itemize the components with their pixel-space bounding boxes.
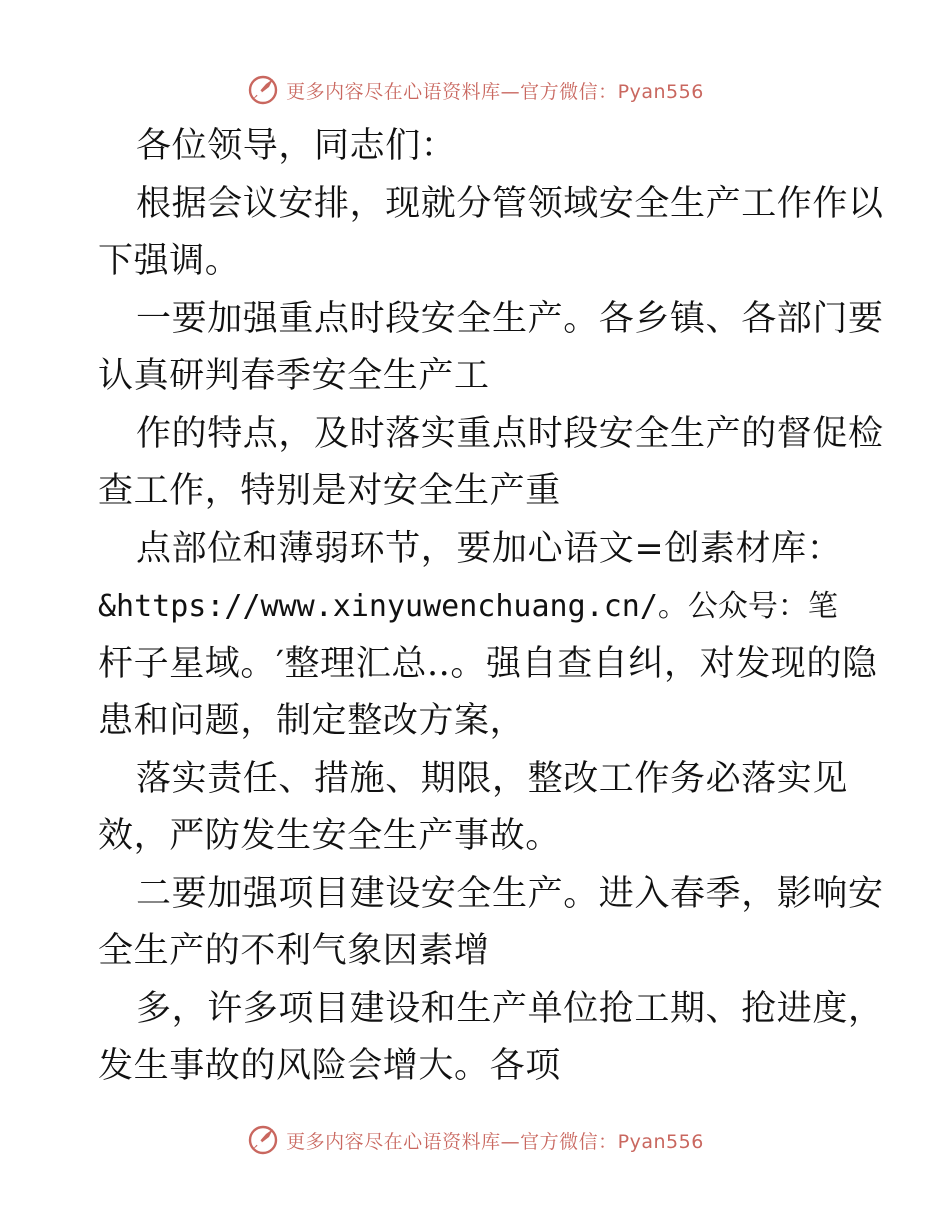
text-line: 发生事故的风险会增大。各项 (98, 1046, 561, 1086)
text-line: 根据会议安排，现就分管领域安全生产工作作以 (136, 183, 884, 224)
text-line: 各位领导，同志们： (136, 126, 457, 166)
text-line: 作的特点，及时落实重点时段安全生产的督促检 (136, 413, 884, 454)
text-line: 查工作，特别是对安全生产重 (98, 471, 561, 511)
header-watermark-text: 更多内容尽在心语资料库—官方微信：Pyan556 (286, 80, 704, 103)
text-line: 效，严防发生安全生产事故。 (98, 816, 561, 856)
text-line-url: &https://www.xinyuwenchuang.cn/。公众号：笔 (98, 589, 838, 624)
quill-pen-logo-icon (246, 73, 280, 107)
document-body (98, 118, 884, 1096)
text-line: 多，许多项目建设和生产单位抢工期、抢进度， (136, 988, 884, 1029)
text-line: 落实责任、措施、期限，整改工作务必落实见 (136, 758, 849, 799)
text-line: 点部位和薄弱环节，要加心语文=创素材库： (136, 528, 843, 569)
quill-pen-logo-icon (246, 1123, 280, 1157)
text-line: 认真研判春季安全生产工 (98, 356, 490, 396)
footer-watermark-text: 更多内容尽在心语资料库—官方微信：Pyan556 (286, 1130, 704, 1153)
text-line: 杆子星域。′整理汇总..。强自查自纠，对发现的隐 (98, 643, 878, 684)
text-line: 二要加强项目建设安全生产。进入春季，影响安 (136, 873, 884, 914)
footer-watermark (0, 1120, 950, 1160)
header-watermark (0, 70, 950, 110)
text-line: 一要加强重点时段安全生产。各乡镇、各部门要 (136, 298, 884, 339)
text-line: 患和问题，制定整改方案， (98, 701, 526, 741)
text-line: 下强调。 (98, 241, 241, 281)
text-line: 全生产的不利气象因素增 (98, 931, 490, 971)
